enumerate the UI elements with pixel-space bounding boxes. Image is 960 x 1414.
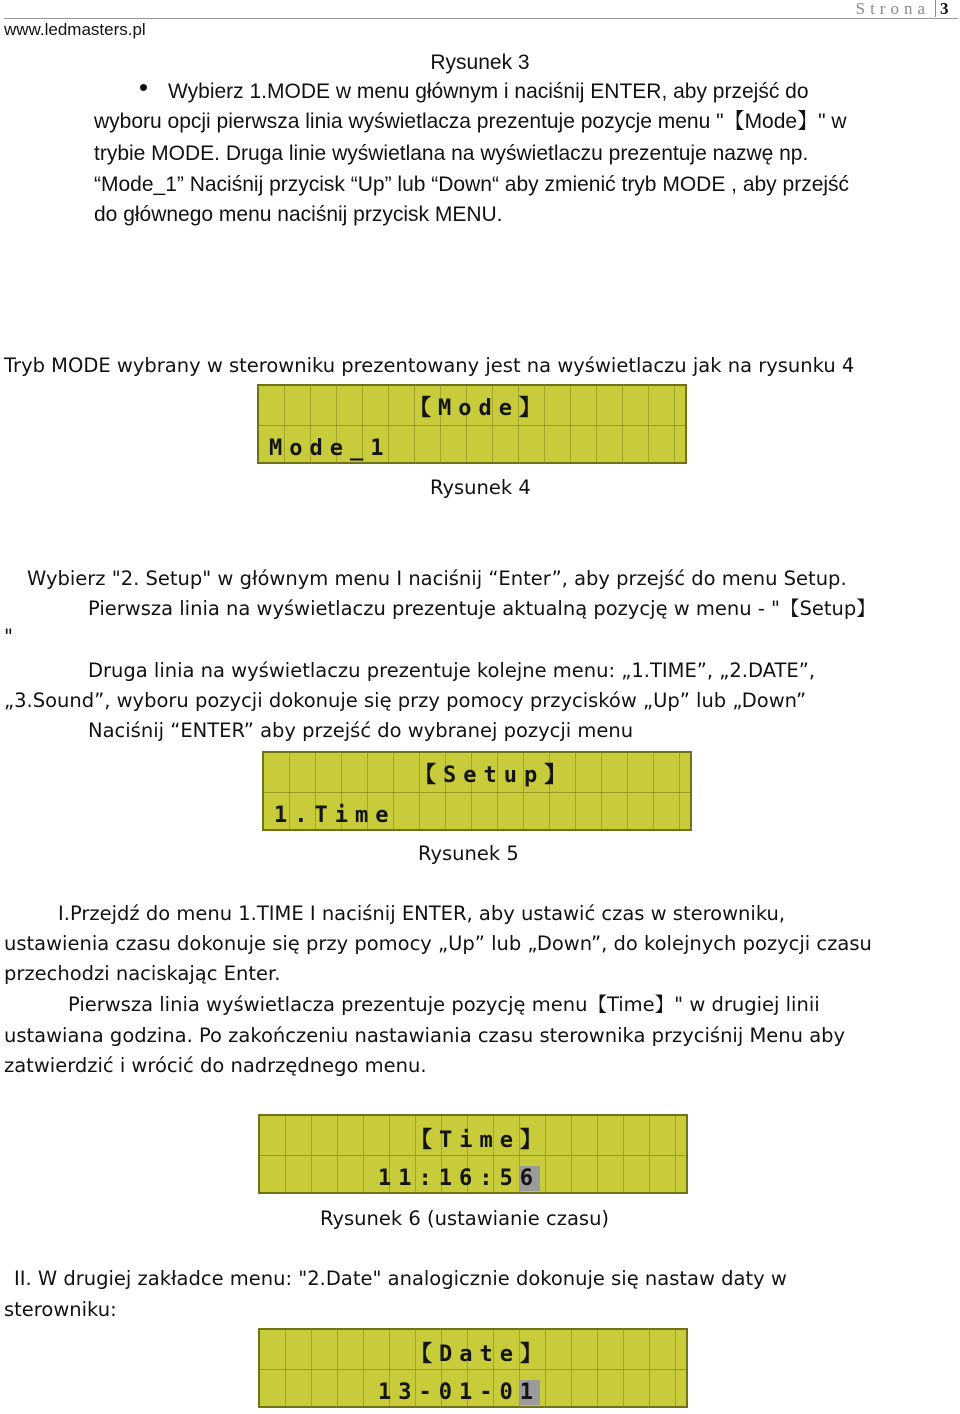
figure-5-caption: Rysunek 5 [418,842,519,865]
lcd-row-divider [260,1155,686,1156]
mode-bullet-line-1: Wybierz 1.MODE w menu głównym i naciśnij ENTER, aby przejść do [168,80,809,103]
time-line-5: ustawiana godzina. Po zakończeniu nastawiania czasu sterownika przyciśnij Menu aby [4,1024,846,1047]
lcd-display-date [258,1328,688,1408]
mode-bullet-line-4: “Mode_1” Naciśnij przycisk “Up” lub “Down“ aby zmienić tryb MODE , aby przejść [94,173,850,196]
header-rule [4,18,958,19]
lcd-mode-line-2: Mode_1 [269,436,391,461]
lcd-mode-line-1: 【Mode】 [409,396,548,421]
time-line-3: przechodzi naciskając Enter. [4,962,281,985]
setup-line-1: Wybierz "2. Setup" w głównym menu I naciśnij “Enter”, aby przejść do menu Setup. [27,567,847,590]
setup-line-3: " [4,625,13,648]
page-label: Strona [855,0,930,18]
lcd-display-setup [262,751,692,831]
setup-line-2: Pierwsza linia na wyświetlaczu prezentuje aktualną pozycję w menu - "【Setup】 [88,597,876,620]
lcd-cursor: 6 [519,1166,540,1191]
figure-4-caption: Rysunek 4 [430,476,531,499]
site-url[interactable]: www.ledmasters.pl [4,20,146,39]
setup-line-5: „3.Sound”, wyboru pozycji dokonuje się przy pomocy przycisków „Up” lub „Down” [4,689,807,712]
date-line-2: sterowniku: [4,1298,117,1321]
figure-6-caption: Rysunek 6 (ustawianie czasu) [320,1207,610,1230]
lcd-cursor: 1 [519,1380,540,1405]
lcd-date-line-2 [378,1382,540,1404]
lcd-display-time [258,1114,688,1194]
time-line-2: ustawienia czasu dokonuje się przy pomocy „Up” lub „Down”, do kolejnych pozycji czasu [4,932,872,955]
lcd-time-line-2 [378,1168,540,1190]
page-number: 3 [940,0,949,18]
mode-bullet-line-5: do głównego menu naciśnij przycisk MENU. [94,203,503,226]
lcd-time-value: 11:16:5 [378,1166,520,1191]
time-line-1: I.Przejdź do menu 1.TIME I naciśnij ENTER, aby ustawić czas w sterowniku, [58,902,786,925]
bullet-icon [140,84,147,91]
date-line-1: II. W drugiej zakładce menu: "2.Date" analogicznie dokonuje się nastaw daty w [14,1267,787,1290]
mode-bullet-line-3: trybie MODE. Druga linie wyświetlana na wyświetlaczu prezentuje nazwę np. [94,142,809,165]
lcd-setup-line-1: 【Setup】 [414,763,574,788]
setup-line-6: Naciśnij “ENTER” aby przejść do wybranej pozycji menu [88,719,634,742]
lcd-row-divider [259,425,685,426]
lcd-date-line-1: 【Date】 [410,1342,549,1367]
lcd-setup-line-2: 1.Time [274,803,396,828]
lcd-display-mode [257,384,687,464]
mode-bullet-line-2: wyboru opcji pierwsza linia wyświetlacza prezentuje pozycje menu "【Mode】" w [94,110,847,133]
time-line-4: Pierwsza linia wyświetlacza prezentuje pozycję menu【Time】" w drugiej linii [68,993,820,1016]
lcd-date-value: 13-01-0 [378,1380,520,1405]
page-number-separator [935,0,936,17]
setup-line-4: Druga linia na wyświetlaczu prezentuje kolejne menu: „1.TIME”, „2.DATE”, [88,659,816,682]
time-line-6: zatwierdzić i wrócić do nadrzędnego menu. [4,1054,427,1077]
lcd-time-line-1: 【Time】 [410,1128,549,1153]
lcd-row-divider [264,792,690,793]
figure-3-caption: Rysunek 3 [430,51,530,74]
mode-paragraph: Tryb MODE wybrany w sterowniku prezentowany jest na wyświetlaczu jak na rysunku 4 [4,354,855,377]
lcd-row-divider [260,1369,686,1370]
